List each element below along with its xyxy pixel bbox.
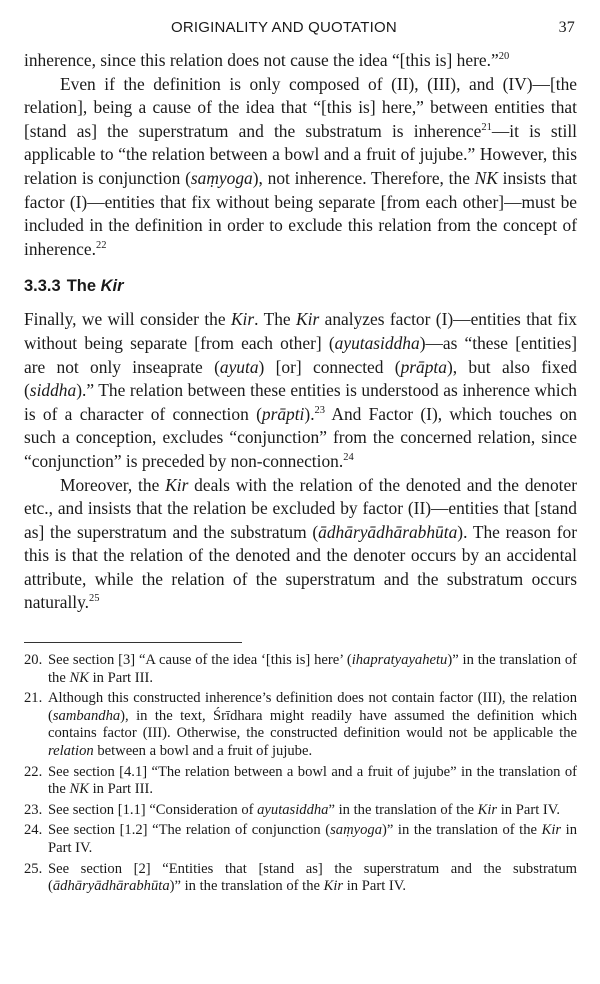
running-header — [24, 10, 577, 36]
italic-term: ihapratyayahetu — [351, 652, 448, 669]
paragraph-text: . The — [254, 309, 297, 330]
page-number: 37 — [558, 19, 575, 36]
paragraph-text: —it is still applicable to “the relation between a bowl and a fruit of jujube.” However, this relation is conjunction ( — [24, 120, 577, 188]
italic-term: NK — [69, 669, 89, 686]
paragraph-text: ). — [304, 403, 315, 424]
main-text — [24, 49, 577, 615]
italic-term: saṃyoga — [330, 822, 382, 839]
italic-term: Kir — [541, 822, 562, 839]
footnote-text: in Part IV. — [48, 822, 578, 856]
footnote-text: )” in the translation of the — [382, 822, 542, 839]
footnote-ref-22: 22 — [95, 239, 107, 251]
footnote-number: 21. — [24, 690, 43, 707]
italic-term: ādhāryādhārabhūta — [318, 521, 458, 542]
section-title: Kir — [100, 277, 124, 296]
italic-term: Kir — [477, 801, 498, 818]
paragraph-text: ).” The relation between these entities is understood as inherence which is of a character of connection ( — [24, 380, 577, 424]
paragraph-4 — [24, 474, 577, 616]
italic-term: ayutasiddha — [334, 332, 420, 353]
italic-term: NK — [474, 167, 498, 188]
section-heading — [24, 275, 577, 297]
footnote-text: )” in the translation of the — [48, 652, 577, 686]
footnote-text: in Part III. — [88, 781, 153, 798]
paragraph-text: analyzes factor (I)—entities that fix without being separate [from each other] ( — [24, 309, 577, 353]
paragraph-3 — [24, 308, 577, 473]
footnote-text: See section [2] “Entities that [stand as] the superstratum and the substratum ( — [48, 860, 577, 895]
section-title-prefix: The — [66, 277, 101, 296]
footnote-text: Although this constructed inherence’s definition does not contain factor (III), the relation ( — [48, 690, 577, 724]
paragraph-text: deals with the relation of the denoted and the denoter etc., and insists that the relation be excluded by factor (II)—entities that [stand as] the superstratum and the substratum ( — [24, 474, 577, 542]
paragraph-text: insists that factor (I)—entities that fix without being separate [from each other]—must be included in the definition in order to exclude this relation from the concept of inherence. — [24, 167, 577, 259]
paragraph-text: ). The reason for this is that the relation of the denoted and the denoter occurs by an accidental attribute, while the relation of the superstratum and the substratum occurs naturally. — [24, 521, 577, 613]
footnote-text: ” in the translation of the — [328, 801, 478, 818]
footnote-text: in Part IV. — [343, 878, 407, 895]
italic-term: siddha — [29, 380, 77, 401]
italic-term: Kir — [165, 474, 189, 495]
paragraph-text: )—as “these [entities] are not only inseaprate ( — [24, 332, 577, 377]
running-head-title: ORIGINALITY AND QUOTATION — [171, 19, 397, 36]
footnote-number: 20. — [24, 652, 43, 669]
footnote-21 — [24, 690, 577, 760]
paragraph-text: ) [or] connected ( — [258, 356, 401, 377]
italic-term: prāpti — [261, 403, 305, 424]
italic-term: Kir — [323, 878, 344, 895]
footnote-text: )” in the translation of the — [169, 878, 324, 895]
footnotes — [24, 652, 577, 896]
paragraph-text: Finally, we will consider the — [24, 309, 231, 330]
italic-term: NK — [69, 781, 89, 798]
paragraph-text: ), but also fixed ( — [24, 356, 577, 401]
italic-term: sambandha — [52, 707, 121, 724]
italic-term: ayuta — [219, 356, 259, 377]
paragraph-text: ), not inherence. Therefore, the — [252, 167, 475, 188]
footnote-text: See section [4.1] “The relation between a bowl and a fruit of jujube” in the translation of the — [48, 763, 577, 798]
footnote-text: See section [1.1] “Consideration of — [48, 801, 258, 818]
paragraph-text: And Factor (I), which touches on such a conception, excludes “conjunction” from the concerned relation, since “conjunction” is preceded by non-connection. — [24, 403, 577, 471]
footnote-ref-23: 23 — [314, 404, 326, 416]
book-page — [24, 10, 577, 899]
italic-term: ayutasiddha — [257, 801, 329, 818]
footnote-ref-25: 25 — [89, 593, 100, 605]
italic-term: saṃyoga — [190, 167, 253, 188]
footnote-text: ), in the text, Śrīdhara might readily have assumed the definition which contains factor (III). Otherwise, the constructed definition would not be applicable the — [48, 707, 577, 742]
footnote-number: 22. — [24, 763, 43, 780]
footnote-number: 23. — [24, 801, 43, 818]
footnote-divider — [24, 642, 242, 643]
footnote-23 — [24, 802, 577, 820]
footnote-text: in Part III. — [88, 669, 153, 686]
footnote-number: 24. — [24, 822, 43, 839]
paragraph-text: Moreover, the — [60, 474, 166, 495]
paragraph-2 — [24, 73, 577, 262]
italic-term: prāpta — [400, 356, 447, 377]
footnote-number: 25. — [24, 860, 43, 877]
footnote-24 — [24, 822, 577, 857]
paragraph-text: inherence, since this relation does not cause the idea “[this is] here.” — [24, 50, 499, 70]
italic-term: relation — [48, 743, 94, 760]
footnote-25 — [24, 861, 577, 896]
italic-term: ādhāryādhārabhūta — [52, 878, 170, 895]
footnote-text: See section [1.2] “The relation of conjunction ( — [48, 822, 331, 839]
footnote-text: See section [3] “A cause of the idea ‘[this is] here’ ( — [48, 652, 352, 669]
footnote-20 — [24, 652, 577, 687]
footnote-ref-24: 24 — [343, 451, 354, 463]
section-number: 3.3.3 — [24, 277, 61, 296]
italic-term: Kir — [230, 309, 255, 330]
footnote-22 — [24, 764, 577, 799]
footnote-text: in Part IV. — [497, 801, 561, 818]
footnote-ref-21: 21 — [481, 121, 492, 133]
footnote-text: between a bowl and a fruit of jujube. — [93, 743, 313, 760]
paragraph-1 — [24, 49, 577, 73]
italic-term: Kir — [296, 309, 320, 330]
paragraph-text: Even if the definition is only composed of (II), (III), and (IV)—[the relation], being a cause of the idea that “[this is] here,” between entities that [stand as] the superstratum and the substratum is inherence — [24, 73, 577, 141]
footnote-ref-20: 20 — [498, 51, 510, 62]
